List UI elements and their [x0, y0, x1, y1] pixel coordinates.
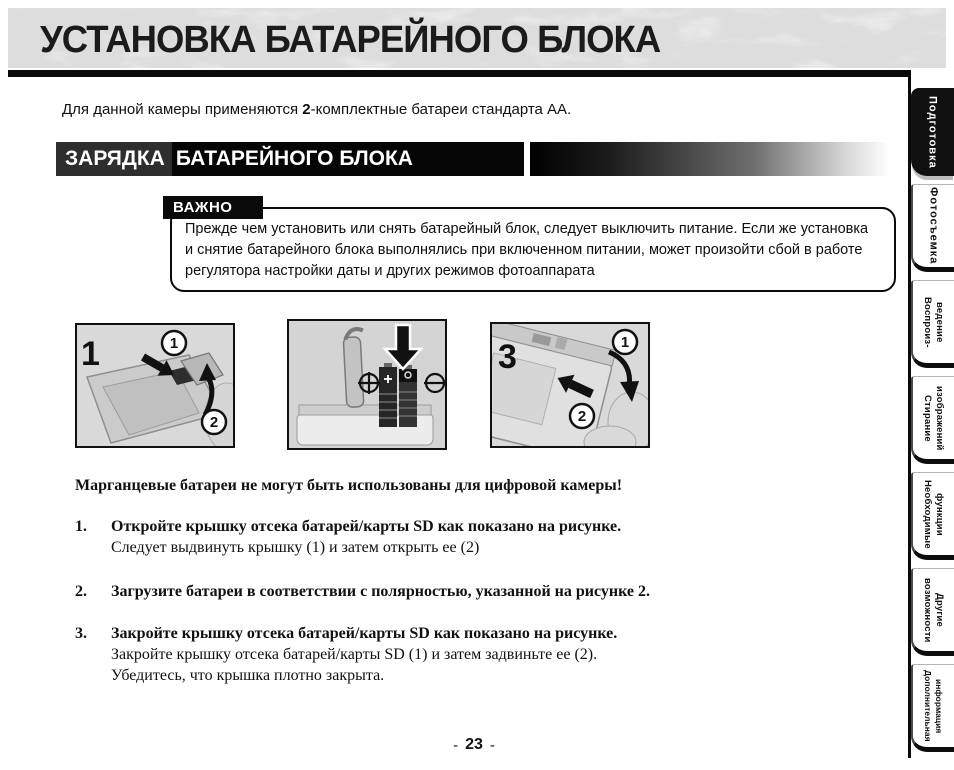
step-1: [75, 516, 890, 558]
sidebar-tab-vosproizvedenie: [911, 280, 954, 368]
intro-bold: 2: [302, 101, 311, 118]
intro-text: [62, 101, 571, 118]
step-1-detail: Следует выдвинуть крышку (1) и затем открыть ее (2): [111, 539, 480, 556]
step-1-number: 1.: [75, 518, 87, 535]
sidebar-tab-label: Подготовка: [926, 95, 939, 169]
section-title-word1: ЗАРЯДКА: [56, 142, 172, 176]
important-label: ВАЖНО: [163, 196, 263, 219]
page-number-value: 23: [465, 736, 483, 753]
step-2-title: Загрузите батареи в соответствии с полярностью, указанной на рисунке 2.: [111, 583, 651, 600]
minus-polarity-icon: [424, 374, 445, 392]
figure-insert-batteries: [287, 319, 447, 450]
battery-right: [399, 365, 417, 427]
battery-insert-illustration: [289, 321, 445, 448]
figure-close-cover: [490, 322, 650, 448]
insert-arrow-icon: [385, 325, 421, 369]
page-header: [8, 8, 946, 68]
page-title: УСТАНОВКА БАТАРЕЙНОГО БЛОКА: [40, 19, 661, 61]
page-number: [404, 736, 544, 754]
step-2-number: 2.: [75, 583, 87, 600]
sidebar-tab-label: Необходимые функции: [922, 479, 945, 549]
step-1-title: Откройте крышку отсека батарей/карты SD как показано на рисунке.: [111, 518, 622, 535]
step-3-detail-1: Закройте крышку отсека батарей/карты SD (1) и затем задвиньте ее (2).: [111, 646, 598, 663]
important-text: Прежде чем установить или снять батарейный блок, следует выключить питание. Если же установка и снятие батарейного блока выполнялись при включенном питании, может произойти сбой в работе регулятора настройки даты и других режимов фотоаппарата: [185, 221, 869, 279]
step-3-detail-2: Убедитесь, что крышка плотно закрыта.: [111, 667, 385, 684]
sidebar-tab-fotosemka: [911, 184, 954, 272]
callout-1-label: 1: [620, 334, 630, 351]
sidebar-tab-label: возможности Другие: [922, 577, 945, 643]
callout-2-label: 2: [209, 414, 219, 431]
sidebar-tab-label: Дополнительная информация: [923, 670, 944, 742]
step-2: [75, 581, 890, 602]
battery-left: [379, 363, 397, 427]
header-rule: [8, 70, 908, 77]
callout-2-label: 2: [577, 408, 587, 425]
intro-post: -комплектные батареи стандарта AA.: [310, 101, 572, 118]
sidebar-tab-drugie-vozmozhnosti: [911, 568, 954, 656]
camera-close-cover-illustration: [492, 324, 648, 446]
sidebar-tab-neobhodimye-funkcii: [911, 472, 954, 560]
page-number-dash-left: -: [453, 736, 459, 754]
sidebar-tab-label: Воспроиз- ведение: [922, 296, 945, 348]
camera-open-cover-illustration: [77, 325, 233, 446]
warning-text: Марганцевые батареи не могут быть использованы для цифровой камеры!: [75, 477, 623, 494]
section-title-rest: БАТАРЕЙНОГО БЛОКА: [175, 147, 413, 170]
step-3-title: Закройте крышку отсека батарей/карты SD как показано на рисунке.: [111, 625, 618, 642]
section-banner: [56, 142, 890, 176]
step-3: [75, 623, 890, 686]
sidebar-tab-podgotovka: [911, 88, 954, 176]
sidebar-tab-dopolnitelnaya-informaciya: [911, 664, 954, 752]
step-3-number: 3.: [75, 625, 87, 642]
banner-gradient: [530, 142, 890, 176]
battery-door: [343, 329, 367, 408]
section-title: [56, 142, 524, 176]
sidebar-tab-stiranie-izobrazheniy: [911, 376, 954, 464]
intro-pre: Для данной камеры применяются: [62, 101, 303, 118]
figure-number: 3: [498, 338, 517, 376]
figure-number: 1: [81, 335, 100, 373]
callout-1-label: 1: [169, 335, 179, 352]
page-number-dash-right: -: [489, 736, 495, 754]
sidebar-tab-label: Фотосъемка: [927, 187, 940, 265]
important-box: [170, 207, 896, 292]
sidebar-tab-label: Стирание изображений: [922, 385, 945, 451]
figure-open-cover: [75, 323, 235, 448]
